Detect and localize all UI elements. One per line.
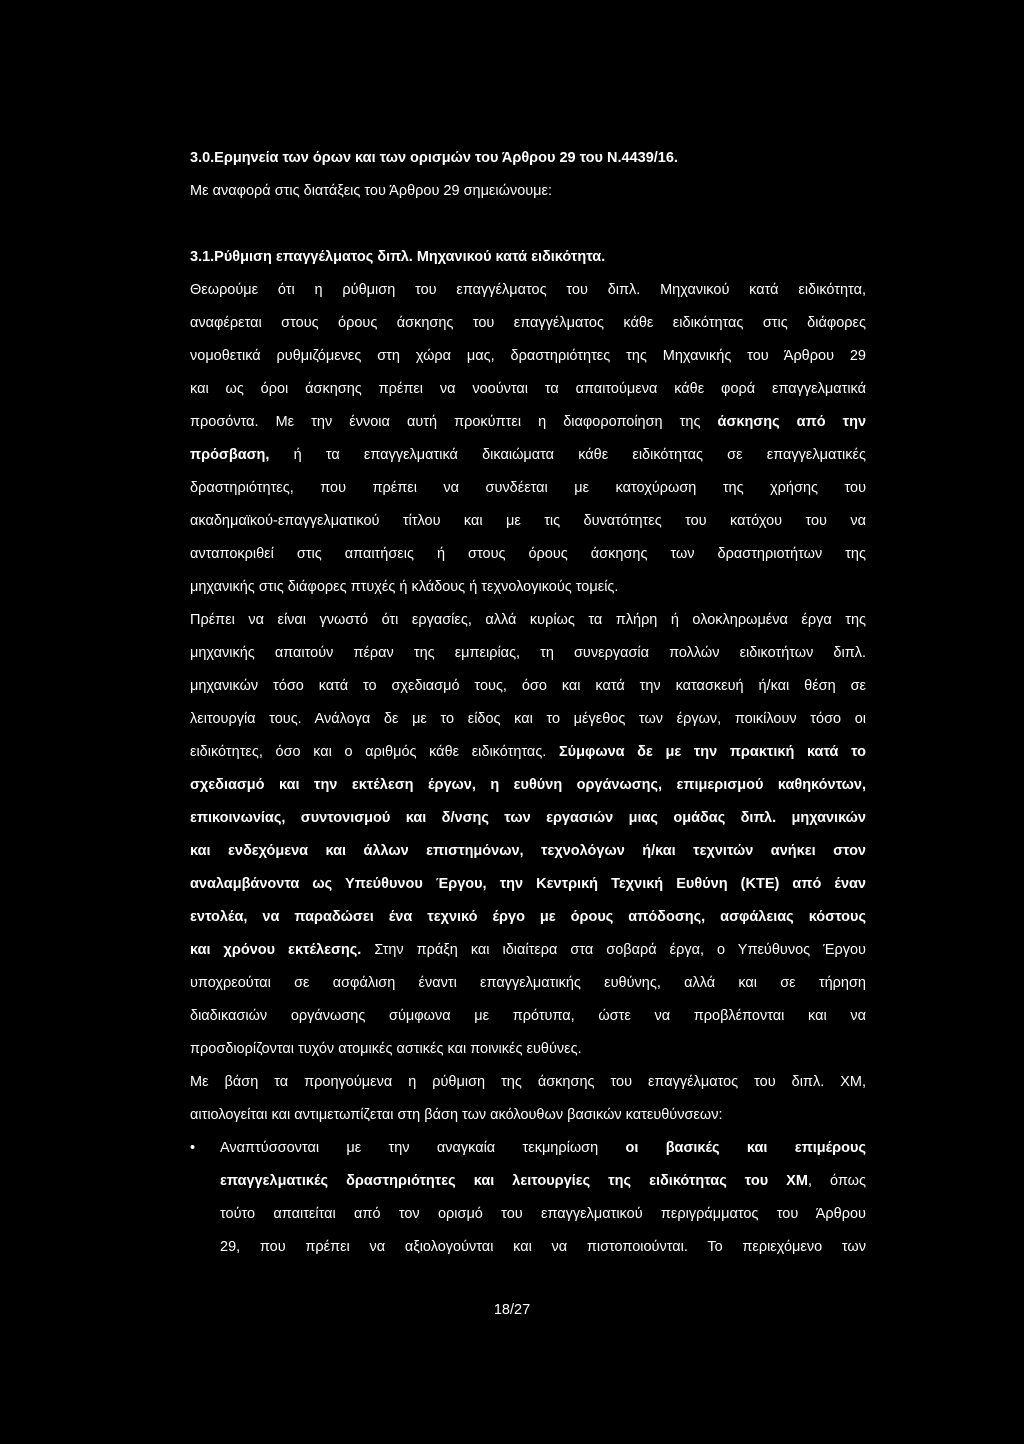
paragraph-line-bold: αναλαμβάνοντα ως Υπεύθυνου Έργου, την Κεντρική Τεχνική Ευθύνη (ΚΤΕ) από έναν [190, 876, 866, 892]
paragraph-line-bold: σχεδιασμό και την εκτέλεση έργων, η ευθύνη οργάνωσης, επιμερισμού καθηκόντων, [190, 777, 866, 793]
bullet-icon: • [190, 1140, 196, 1156]
paragraph-line-bold: επικοινωνίας, συντονισμού και δ/νσης των εργασιών μιας ομάδας διπλ. μηχανικών [190, 810, 866, 826]
paragraph-line: αιτιολογείται και αντιμετωπίζεται στη βάση των ακόλουθων βασικών κατευθύνσεων: [190, 1107, 723, 1123]
bullet-line [220, 1132, 866, 1165]
paragraph-line: Θεωρούμε ότι η ρύθμιση του επαγγέλματος του διπλ. Μηχανικού κατά ειδικότητα, [190, 282, 866, 298]
bullet-line: τούτο απαιτείται από τον ορισμό του επαγγελματικού περιγράμματος του Άρθρου [220, 1206, 866, 1222]
paragraph-line: αναφέρεται στους όρους άσκησης του επαγγέλματος κάθε ειδικότητας στις διάφορες [190, 315, 866, 331]
paragraph-line: και ως όροι άσκησης πρέπει να νοούνται τα απαιτούμενα κάθε φορά επαγγελματικά [190, 381, 866, 397]
paragraph-line [190, 439, 866, 472]
bold-text-run: Σύμφωνα δε με την πρακτική κατά το [558, 744, 866, 760]
paragraph-line: μηχανικής στις διάφορες πτυχές ή κλάδους ή τεχνολογικούς τομείς. [190, 579, 619, 595]
bullet-item [190, 1132, 866, 1264]
paragraph-line: δραστηριότητες, που πρέπει να συνδέεται με κατοχύρωση της χρήσης του [190, 480, 866, 496]
paragraph-line: νομοθετικά ρυθμιζόμενες στη χώρα μας, δραστηριότητες της Μηχανικής του Άρθρου 29 [190, 348, 866, 364]
text-run: ειδικότητες, όσο και ο αριθμός κάθε ειδικότητας. [190, 744, 559, 760]
paragraph-line: Πρέπει να είναι γνωστό ότι εργασίες, αλλά κυρίως τα πλήρη ή ολοκληρωμένα έργα της [190, 612, 866, 628]
paragraph-line: διαδικασιών οργάνωσης σύμφωνα με πρότυπα, ώστε να προβλέπονται και να [190, 1008, 866, 1024]
text-run: Αναπτύσσονται με την αναγκαία τεκμηρίωση [220, 1140, 626, 1156]
paragraph-line: Με βάση τα προηγούμενα η ρύθμιση της άσκησης του επαγγέλματος του διπλ. ΧΜ, [190, 1074, 866, 1090]
paragraph-line: προσδιορίζονται τυχόν ατομικές αστικές και ποινικές ευθύνες. [190, 1041, 582, 1057]
paragraph-line: μηχανικών τόσο κατά το σχεδιασμό τους, όσο και κατά την κατασκευή ή/και θέση σε [190, 678, 866, 694]
document-body [190, 142, 866, 1264]
bold-text-run: πρόσβαση, [190, 447, 270, 463]
bullet-line: 29, που πρέπει να αξιολογούνται και να πιστοποιούνται. Το περιεχόμενο των [220, 1239, 866, 1255]
paragraph-line: ακαδημαϊκού-επαγγελματικού τίτλου και με τις δυνατότητες του κατόχου του να [190, 513, 866, 529]
paragraph-line: υποχρεούται σε ασφάλιση έναντι επαγγελματικής ευθύνης, αλλά και σε τήρηση [190, 975, 866, 991]
bold-text-run: και χρόνου εκτέλεσης. [190, 942, 362, 958]
text-run: προσόντα. Με την έννοια αυτή προκύπτει η διαφοροποίηση της [190, 414, 718, 430]
paragraph-line: λειτουργία τους. Ανάλογα δε με το είδος και το μέγεθος των έργων, ποικίλουν τόσο οι [190, 711, 866, 727]
bold-text-run: άσκησης από την [717, 414, 867, 430]
text-run: , όπως [807, 1173, 866, 1189]
section-heading-3-1: 3.1.Ρύθμιση επαγγέλματος διπλ. Μηχανικού κατά ειδικότητα. [190, 249, 606, 265]
bullet-line [220, 1165, 866, 1198]
section-intro: Με αναφορά στις διατάξεις του Άρθρου 29 σημειώνουμε: [190, 183, 553, 199]
paragraph-line [190, 934, 866, 967]
section-heading-3-0: 3.0.Ερμηνεία των όρων και των ορισμών του Άρθρου 29 του Ν.4439/16. [190, 150, 678, 166]
paragraph-line [190, 406, 866, 439]
spacer [190, 208, 866, 241]
paragraph-line: ανταποκριθεί στις απαιτήσεις ή στους όρους άσκησης των δραστηριοτήτων της [190, 546, 866, 562]
bold-text-run: οι βασικές και επιμέρους [625, 1140, 866, 1156]
paragraph-line [190, 736, 866, 769]
paragraph-line-bold: και ενδεχόμενα και άλλων επιστημόνων, τεχνολόγων ή/και τεχνιτών ανήκει στον [190, 843, 866, 859]
page-number: 18/27 [493, 1302, 531, 1318]
paragraph-line: μηχανικής απαιτούν πέραν της εμπειρίας, τη συνεργασία πολλών ειδικοτήτων διπλ. [190, 645, 866, 661]
text-run: Στην πράξη και ιδιαίτερα στα σοβαρά έργα, ο Υπεύθυνος Έργου [361, 942, 866, 958]
bold-text-run: επαγγελματικές δραστηριότητες και λειτουργίες της ειδικότητας του ΧΜ [220, 1173, 808, 1189]
text-run: ή τα επαγγελματικά δικαιώματα κάθε ειδικότητας σε επαγγελματικές [269, 447, 866, 463]
paragraph-line-bold: εντολέα, να παραδώσει ένα τεχνικό έργο με όρους απόδοσης, ασφάλειας κόστους [190, 909, 866, 925]
